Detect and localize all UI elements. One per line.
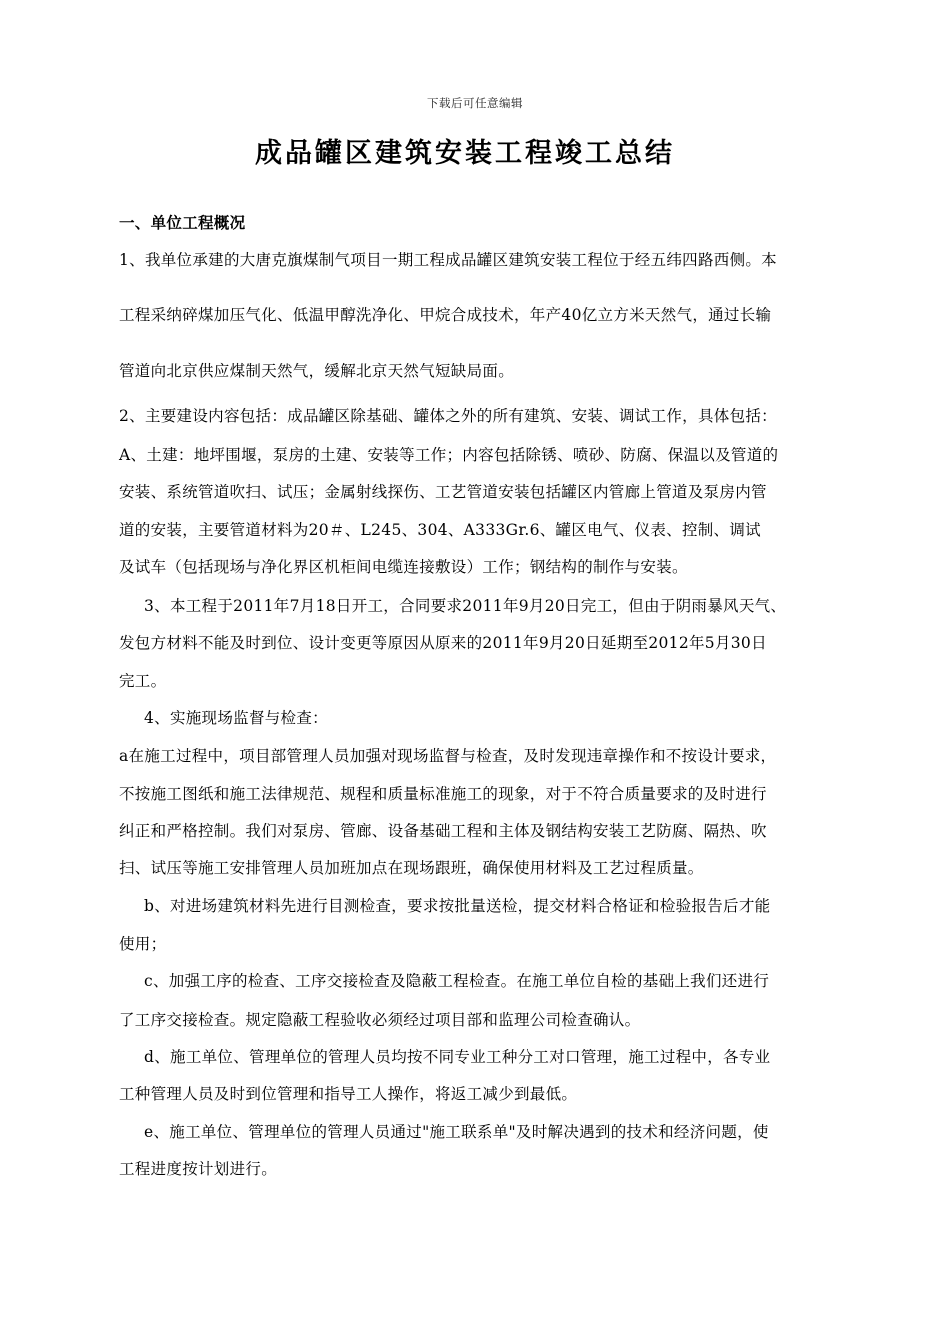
section-heading: 一、单位工程概况 [119, 214, 246, 232]
paragraph-line: 4、实施现场监督与检查： [144, 709, 328, 727]
paragraph-line: e、施工单位、管理单位的管理人员通过"施工联系单"及时解决遇到的技术和经济问题，使 [144, 1123, 769, 1141]
paragraph-line: 工程进度按计划进行。 [119, 1160, 278, 1178]
paragraph-line: b、对进场建筑材料先进行目测检查，要求按批量送检，提交材料合格证和检验报告后才能 [144, 897, 771, 915]
paragraph-line: 工种管理人员及时到位管理和指导工人操作，将返工减少到最低。 [119, 1085, 578, 1103]
paragraph-line: 发包方材料不能及时到位、设计变更等原因从原来的2011年9月20日延期至2012年5月30日 [119, 634, 767, 652]
paragraph-line: 纠正和严格控制。我们对泵房、管廊、设备基础工程和主体及钢结构安装工艺防腐、隔热、吹 [119, 822, 767, 840]
paragraph-line: 使用； [119, 935, 167, 953]
paragraph-line: 管道向北京供应煤制天然气，缓解北京天然气短缺局面。 [119, 362, 515, 380]
paragraph-line: A、土建：地坪围堰，泵房的土建、安装等工作；内容包括除锈、喷砂、防腐、保温以及管道的 [119, 446, 779, 464]
paragraph-line: 1、我单位承建的大唐克旗煤制气项目一期工程成品罐区建筑安装工程位于经五纬四路西侧。本 [119, 251, 777, 269]
header-note: 下载后可任意编辑 [427, 96, 523, 110]
paragraph-line: 完工。 [119, 672, 167, 690]
paragraph-line: c、加强工序的检查、工序交接检查及隐蔽工程检查。在施工单位自检的基础上我们还进行 [144, 972, 770, 990]
paragraph-line: 工程采纳碎煤加压气化、低温甲醇洗净化、甲烷合成技术，年产40亿立方米天然气，通过长输 [119, 306, 772, 324]
paragraph-line: a在施工过程中，项目部管理人员加强对现场监督与检查，及时发现违章操作和不按设计要求， [119, 747, 777, 765]
paragraph-line: 2、主要建设内容包括：成品罐区除基础、罐体之外的所有建筑、安装、调试工作，具体包括： [119, 407, 777, 425]
paragraph-line: 及试车（包括现场与净化界区机柜间电缆连接敷设）工作；钢结构的制作与安装。 [119, 558, 688, 576]
paragraph-line: 道的安装，主要管道材料为20＃、L245、304、A333Gr.6、罐区电气、仪表、控制、调试 [119, 521, 761, 539]
paragraph-line: 扫、试压等施工安排管理人员加班加点在现场跟班，确保使用材料及工艺过程质量。 [119, 859, 704, 877]
paragraph-line: 了工序交接检查。规定隐蔽工程验收必须经过项目部和监理公司检查确认。 [119, 1011, 641, 1029]
paragraph-line: 安装、系统管道吹扫、试压；金属射线探伤、工艺管道安装包括罐区内管廊上管道及泵房内管 [119, 483, 767, 501]
paragraph-line: 3、本工程于2011年7月18日开工，合同要求2011年9月20日完工，但由于阴雨暴风天气、 [144, 597, 787, 615]
paragraph-line: 不按施工图纸和施工法律规范、规程和质量标准施工的现象，对于不符合质量要求的及时进行 [119, 785, 767, 803]
page-title: 成品罐区建筑安装工程竣工总结 [255, 138, 675, 169]
paragraph-line: d、施工单位、管理单位的管理人员均按不同专业工种分工对口管理，施工过程中，各专业 [144, 1048, 771, 1066]
